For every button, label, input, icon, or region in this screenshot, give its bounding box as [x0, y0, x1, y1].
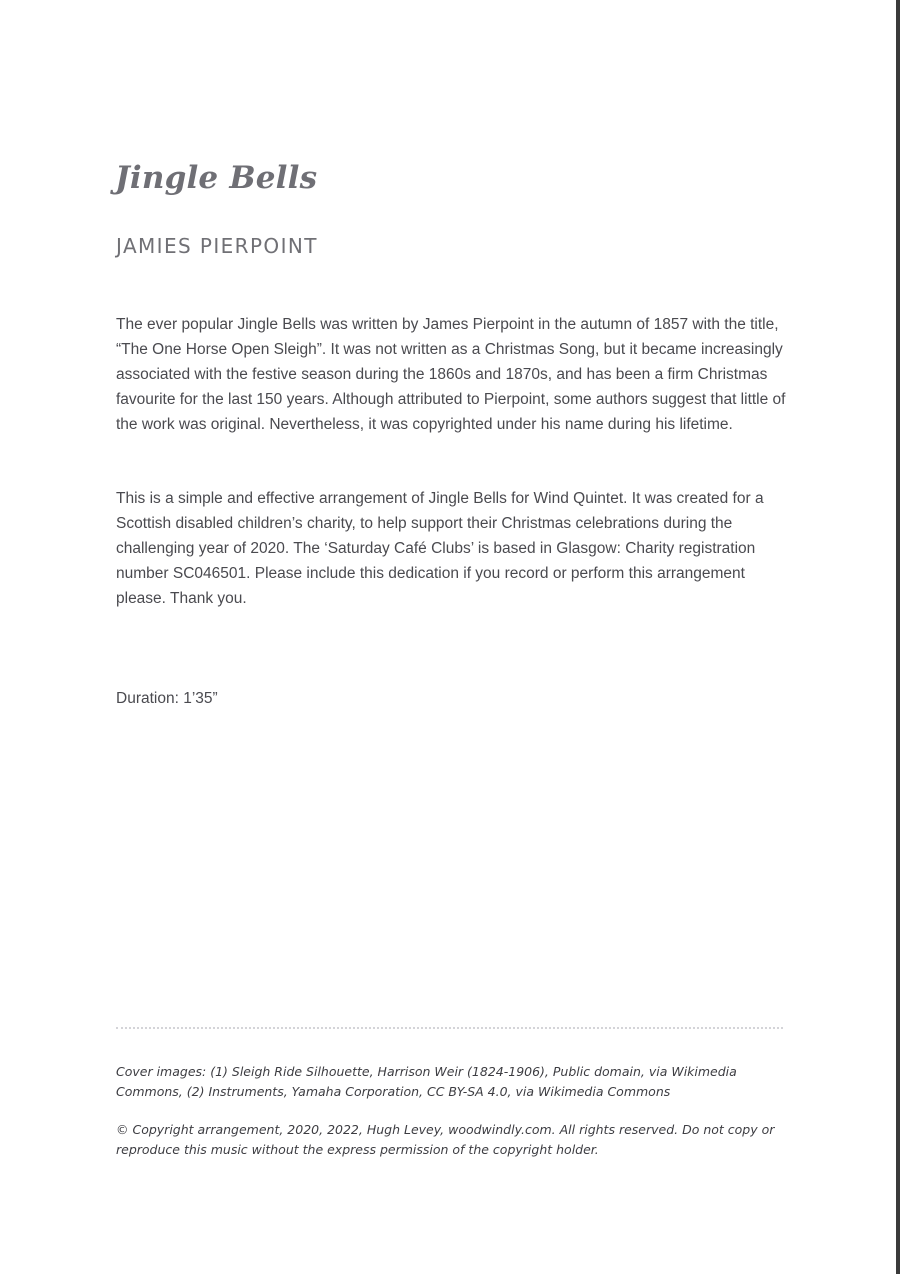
footer-divider [116, 1027, 783, 1029]
cover-image-credit: Cover images: (1) Sleigh Ride Silhouette, Harrison Weir (1824-1906), Public domain, via Wikimedia Commons, (2) Instruments, Yamaha Corporation, CC BY-SA 4.0, via Wikimedia Commons [116, 1064, 737, 1099]
intro-paragraph: The ever popular Jingle Bells was written by James Pierpoint in the autumn of 1857 with the title, “The One Horse Open Sleigh”. It was not written as a Christmas Song, but it became increasingly associated with the festive season during the 1860s and 1870s, and has been a firm Christmas favourite for the last 150 years. Although attributed to Pierpoint, some authors suggest that little of the work was original. Nevertheless, it was copyrighted under his name during his lifetime. [116, 316, 786, 433]
arrangement-paragraph: This is a simple and effective arrangement of Jingle Bells for Wind Quintet. It was created for a Scottish disabled children’s charity, to help support their Christmas celebrations during the challenging year of 2020. The ‘Saturday Café Clubs’ is based in Glasgow: Charity registration number SC046501. Please include this dedication if you record or perform this arrangement please. Thank you. [116, 490, 764, 607]
composer-name: JAMIES PIERPOINT [116, 234, 318, 258]
copyright-notice: © Copyright arrangement, 2020, 2022, Hugh Levey, woodwindly.com. All rights reserved. Do not copy or reproduce this music without the express permission of the copyright holder. [116, 1122, 775, 1157]
duration-text: Duration: 1’35” [116, 690, 218, 707]
page-title: Jingle Bells [115, 160, 318, 196]
